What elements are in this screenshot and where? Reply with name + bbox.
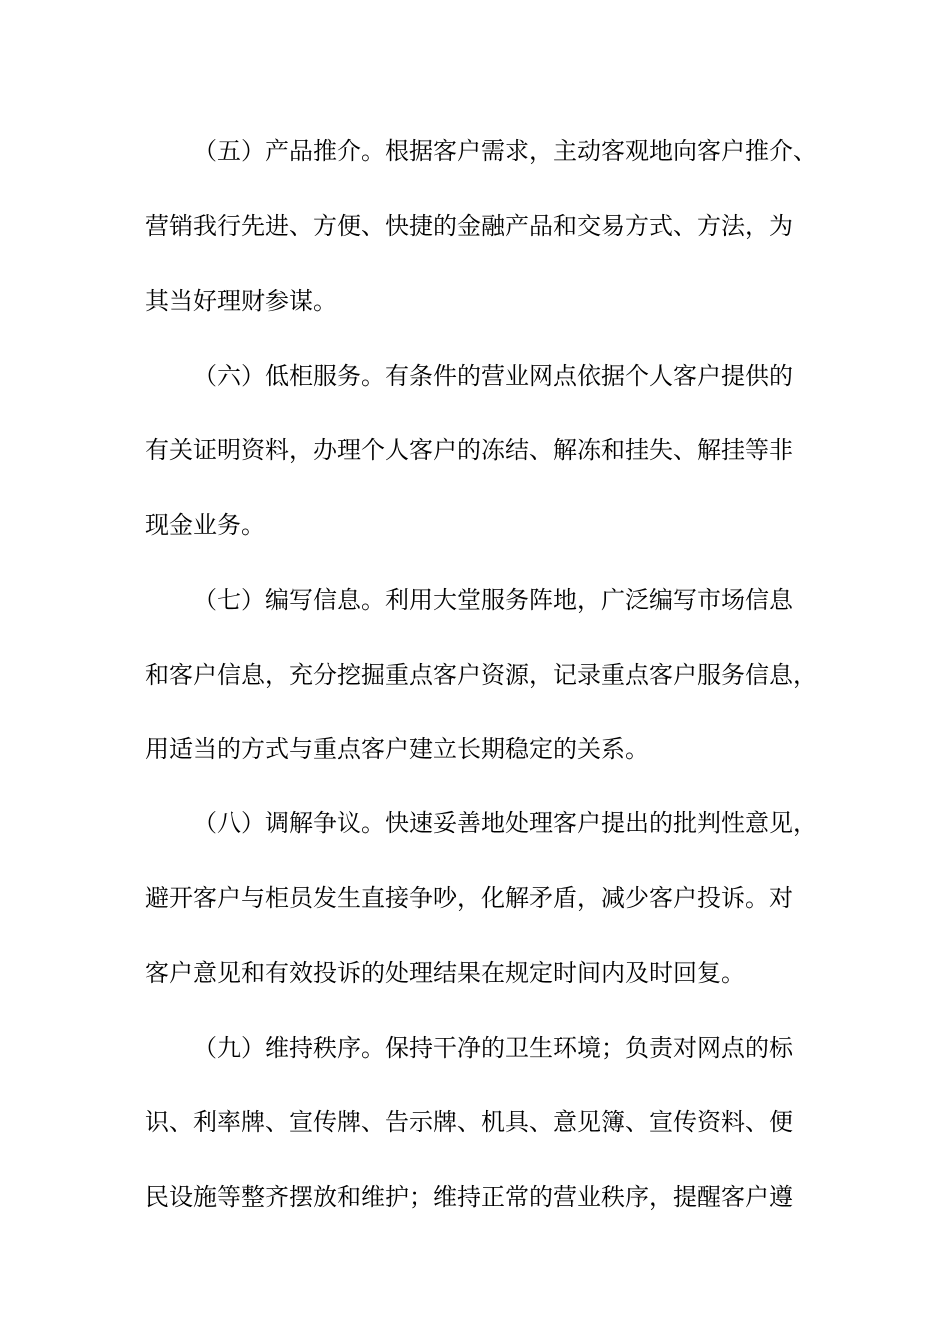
paragraph-line: （九）维持秩序。保持干净的卫生环境；负责对网点的标 [193, 1034, 793, 1062]
paragraph-line: （七）编写信息。利用大堂服务阵地，广泛编写市场信息 [193, 586, 793, 614]
paragraph-line: 避开客户与柜员发生直接争吵，化解矛盾，减少客户投诉。对 [145, 884, 793, 912]
paragraph-line: （六）低柜服务。有条件的营业网点依据个人客户提供的 [193, 362, 793, 390]
paragraph-line: 现金业务。 [145, 511, 265, 539]
paragraph-line: 用适当的方式与重点客户建立长期稳定的关系。 [145, 735, 649, 763]
paragraph-line: （五）产品推介。根据客户需求，主动客观地向客户推介、 [193, 137, 817, 165]
paragraph-line: 民设施等整齐摆放和维护；维持正常的营业秩序，提醒客户遵 [145, 1183, 793, 1211]
paragraph-line: 识、利率牌、宣传牌、告示牌、机具、意见簿、宣传资料、便 [145, 1108, 793, 1136]
paragraph-line: 和客户信息，充分挖掘重点客户资源，记录重点客户服务信息， [145, 661, 817, 689]
paragraph-line: （八）调解争议。快速妥善地处理客户提出的批判性意见， [193, 809, 817, 837]
paragraph-line: 其当好理财参谋。 [145, 287, 337, 315]
paragraph-line: 营销我行先进、方便、快捷的金融产品和交易方式、方法，为 [145, 212, 793, 240]
paragraph-line: 有关证明资料，办理个人客户的冻结、解冻和挂失、解挂等非 [145, 436, 793, 464]
paragraph-line: 客户意见和有效投诉的处理结果在规定时间内及时回复。 [145, 959, 745, 987]
